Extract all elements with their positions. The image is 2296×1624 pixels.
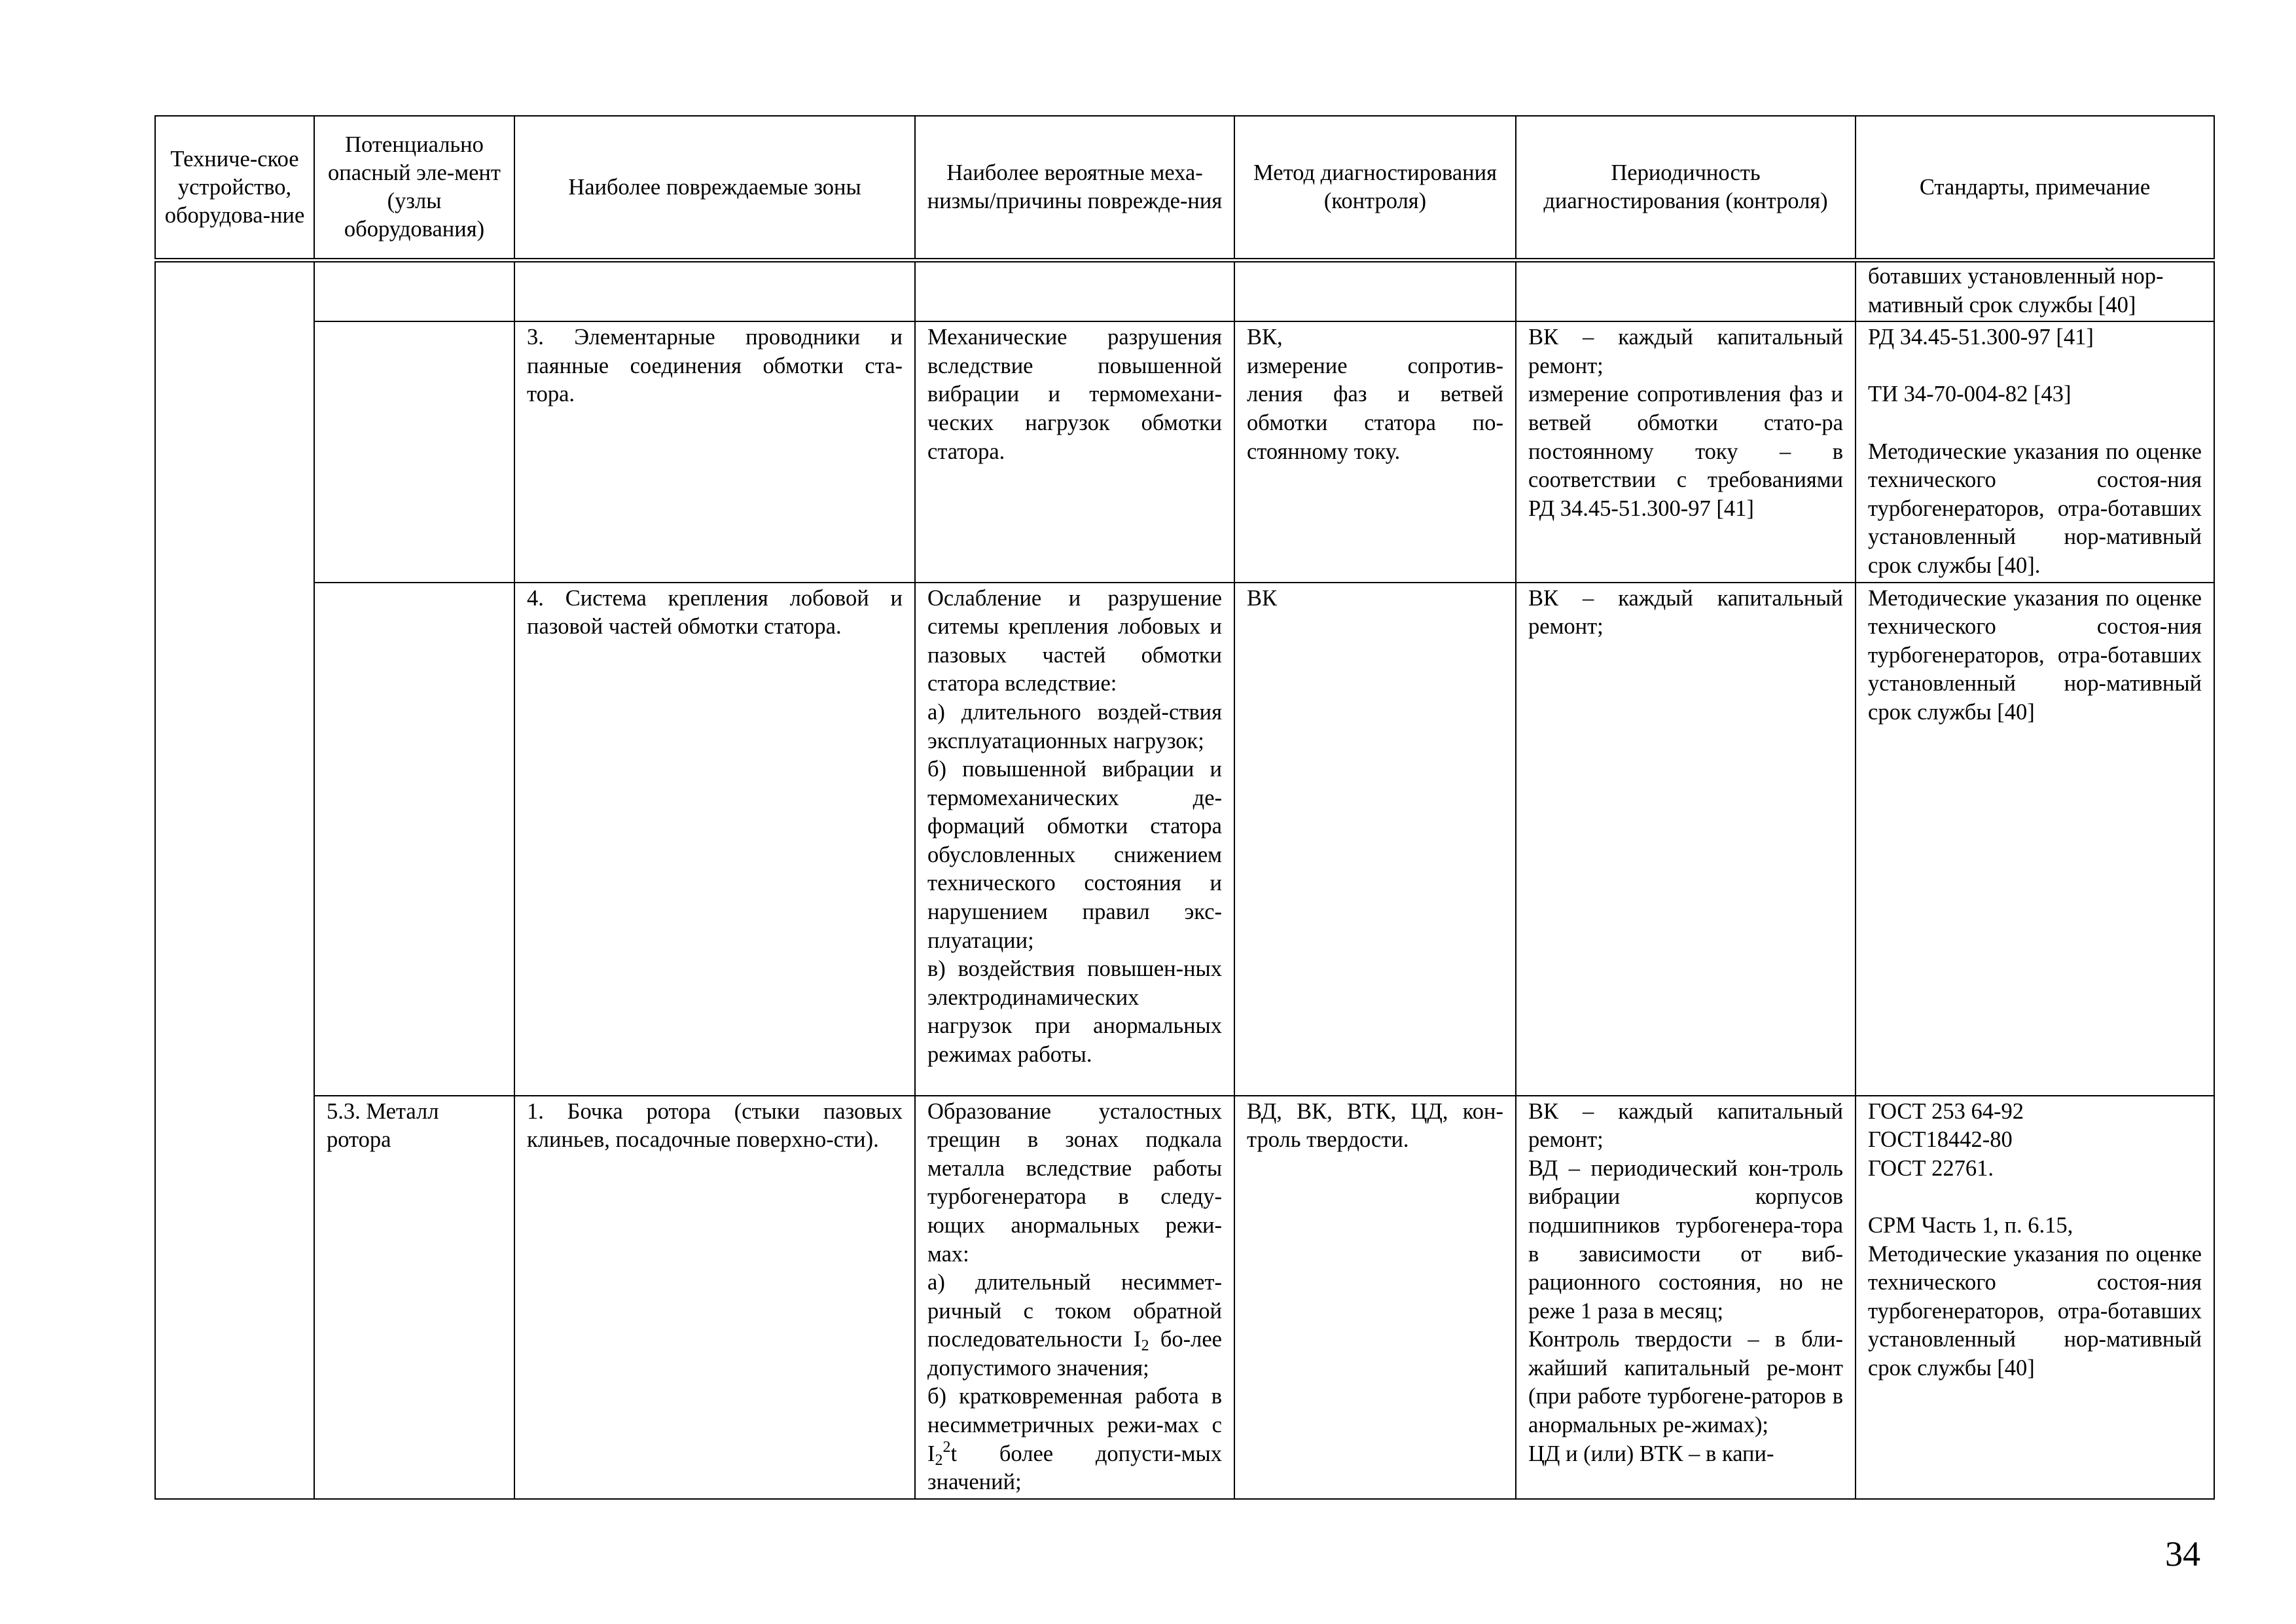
text-line: б) повышенной вибрации и термомеханических де-формаций обмотки статора обусловленных снижением технического состояния и нарушением правил экс-плуатации;: [927, 757, 1222, 953]
cell-mechanism: [915, 1096, 1234, 1499]
cell-method: [1234, 321, 1516, 582]
text-line: ВК,: [1247, 325, 1283, 350]
cell-element: [314, 261, 514, 322]
text-line: Ослабление и разрушение ситемы крепления лобовых и пазовых частей обмотки статора вследствие:: [927, 585, 1222, 696]
cell-standards: [1856, 321, 2214, 582]
table-row-stator-conductors: [155, 321, 2214, 582]
text-line: а) длительного воздей-ствия эксплуатационных нагрузок;: [927, 699, 1222, 753]
cell-method: ВК: [1234, 583, 1516, 1096]
subscript: 2: [1141, 1337, 1149, 1355]
cell-mechanism: [915, 583, 1234, 1096]
text-line: ВК – каждый капитальный ремонт;: [1528, 325, 1843, 378]
text-line: ботавших установленный нор-: [1868, 264, 2164, 289]
header-zones: Наиболее повреждаемые зоны: [514, 116, 915, 261]
table-row-continuation: [155, 261, 2214, 322]
text-fragment: бо-лее допустимого значения;: [927, 1327, 1222, 1380]
subscript: 2: [935, 1451, 943, 1469]
text-line: РД 34.45-51.300-97 [41]: [1868, 325, 2094, 350]
superscript: 2: [942, 1438, 951, 1456]
table-row-rotor-metal: [155, 1096, 2214, 1499]
text-fragment: t более допусти-мых значений;: [927, 1441, 1222, 1495]
cell-device: [155, 261, 314, 1499]
text-line: ЦД и (или) ВТК – в капи-: [1528, 1441, 1774, 1466]
header-periodicity: Периодичность диагностирования (контроля): [1516, 116, 1856, 261]
text-line: мативный срок службы [40]: [1868, 292, 2136, 317]
cell-standards: [1856, 1096, 2214, 1499]
cell-element: [314, 583, 514, 1096]
text-line: Контроль твердости – в бли-жайший капитальный ре-монт (при работе турбогене-раторов в анормальных ре-жимах);: [1528, 1327, 1843, 1438]
text-fragment: а) длительный несиммет-ричный с током обратной последовательности I: [927, 1270, 1222, 1352]
diagnostics-table: [154, 115, 2215, 1500]
header-standards: Стандарты, примечание: [1856, 116, 2214, 261]
cell-periodicity: [1516, 321, 1856, 582]
cell-mechanism: [915, 261, 1234, 322]
text-line: в) воздействия повышен-ных электродинамических нагрузок при анормальных режимах работы.: [927, 956, 1222, 1068]
text-line: Образование усталостных трещин в зонах подкала металла вследствие работы турбогенератора в следу-ющих анормальных режи-мах:: [927, 1098, 1222, 1267]
text-line: ГОСТ18442-80: [1868, 1127, 2013, 1153]
text-line: ГОСТ 22761.: [1868, 1155, 1994, 1181]
header-mechanisms: Наиболее вероятные меха-низмы/причины поврежде-ния: [915, 116, 1234, 261]
cell-method: ВД, ВК, ВТК, ЦД, кон-троль твердости.: [1234, 1096, 1516, 1499]
cell-zone: [514, 261, 915, 322]
cell-periodicity: [1516, 261, 1856, 322]
cell-zone: 4. Система крепления лобовой и пазовой частей обмотки статора.: [514, 583, 915, 1096]
cell-standards: [1856, 261, 2214, 322]
cell-element: [314, 321, 514, 582]
cell-element: 5.3. Металл ротора: [314, 1096, 514, 1499]
cell-method: [1234, 261, 1516, 322]
text-line: Методические указания по оценке технического состоя-ния турбогенераторов, отра-ботавших установленный нор-мативный срок службы [40].: [1868, 439, 2202, 578]
header-method: Метод диагностирования (контроля): [1234, 116, 1516, 261]
text-fragment: б) кратковременная работа в несимметричных режи-мах с I: [927, 1384, 1222, 1466]
text-line: ВД – периодический кон-троль вибрации корпусов подшипников турбогенера-тора в зависимости от виб-рационного состояния, но не реже 1 раза в месяц;: [1528, 1155, 1843, 1324]
cell-periodicity: [1516, 1096, 1856, 1499]
cell-zone: 3. Элементарные проводники и паянные соединения обмотки ста-тора.: [514, 321, 915, 582]
text-line: ТИ 34-70-004-82 [43]: [1868, 382, 2072, 407]
table-row-winding-fastening: [155, 583, 2214, 1096]
cell-periodicity: ВК – каждый капитальный ремонт;: [1516, 583, 1856, 1096]
header-device: Техниче-ское устройство, оборудова-ние: [155, 116, 314, 261]
text-line: ВК – каждый капитальный ремонт;: [1528, 1098, 1843, 1153]
cell-standards: Методические указания по оценке технического состоя-ния турбогенераторов, отра-ботавших установленный нор-мативный срок службы [40]: [1856, 583, 2214, 1096]
text-line: Методические указания по оценке технического состоя-ния турбогенераторов, отра-ботавших установленный нор-мативный срок службы [40]: [1868, 1241, 2202, 1380]
cell-mechanism: Механические разрушения вследствие повышенной вибрации и термомехани-ческих нагрузок обмотки статора.: [915, 321, 1234, 582]
table-header-row: [155, 116, 2214, 261]
text-line: СРМ Часть 1, п. 6.15,: [1868, 1212, 2073, 1238]
text-line: ГОСТ 253 64-92: [1868, 1098, 2024, 1124]
header-element: Потенциально опасный эле-мент (узлы оборудования): [314, 116, 514, 261]
cell-zone: 1. Бочка ротора (стыки пазовых клиньев, посадочные поверхно-сти).: [514, 1096, 915, 1499]
text-line: измерение сопротивления фаз и ветвей обмотки стато-ра постоянному току – в соответствии с требованиями РД 34.45-51.300-97 [41]: [1528, 382, 1843, 521]
text-line: [927, 1269, 1222, 1382]
text-line: измерение сопротив-ления фаз и ветвей обмотки статора по-стоянному току.: [1247, 353, 1503, 464]
page-number: 34: [2165, 1534, 2200, 1574]
text-line: [927, 1382, 1222, 1496]
